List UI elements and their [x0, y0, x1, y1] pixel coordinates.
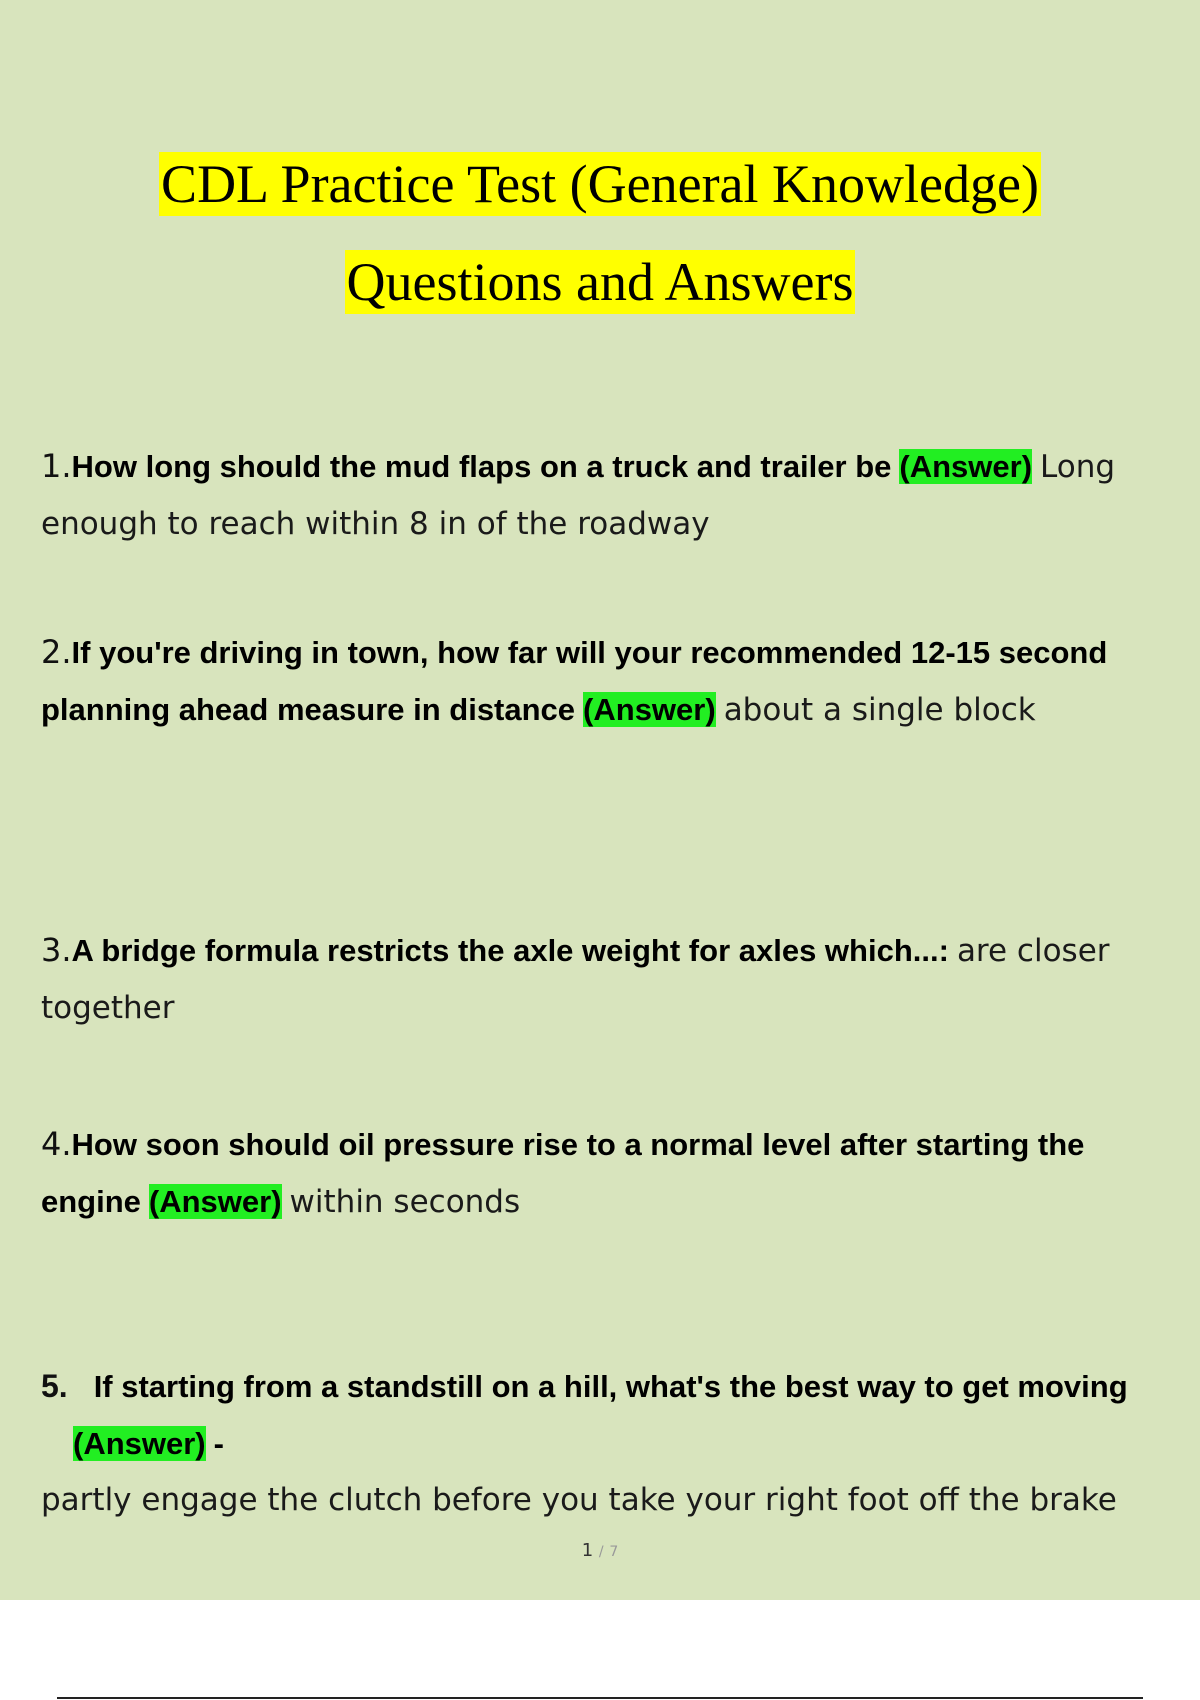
answer-text: Long enough to reach within 8 in of the roadway [41, 449, 1116, 542]
answer-text: within seconds [289, 1184, 521, 1220]
question-item-5 [41, 1358, 1181, 1528]
answer-tag: (Answer) [148, 1184, 282, 1219]
answer-text: partly engage the clutch before you take your right foot off the brake [41, 1482, 1117, 1518]
question-number: 4. [41, 1125, 72, 1163]
question-number: 3. [41, 931, 72, 969]
answer-text: about a single block [723, 692, 1036, 728]
current-page: 1 [581, 1540, 594, 1561]
question-number: 1. [41, 447, 72, 485]
question-number: 5. [41, 1368, 68, 1404]
answer-dash: - [213, 1426, 224, 1461]
page-separator: / [598, 1544, 604, 1560]
answer-tag: (Answer) [899, 449, 1033, 484]
page-indicator [0, 1540, 1200, 1561]
question-text: If you're driving in town, how far will your recommended 12-15 second planning ahead measure in distance [41, 635, 1108, 727]
answer-tag-line [41, 1415, 1181, 1472]
question-item-1 [41, 438, 1181, 552]
answer-tag: (Answer) [73, 1426, 206, 1461]
question-text: How long should the mud flaps on a truck and trailer be [71, 449, 892, 484]
answer-tag: (Answer) [583, 692, 716, 727]
document-title [0, 152, 1200, 314]
question-item-3 [41, 922, 1181, 1036]
title-line-2: Questions and Answers [346, 252, 854, 312]
page-divider [57, 1697, 1143, 1699]
question-item-2 [41, 624, 1181, 738]
question-item-4 [41, 1116, 1181, 1230]
title-line-1: CDL Practice Test (General Knowledge) [161, 154, 1039, 214]
question-number: 2. [41, 633, 72, 671]
question-text: If starting from a standstill on a hill, what's the best way to get moving [93, 1369, 1128, 1404]
question-line [41, 1358, 1181, 1415]
question-text: How soon should oil pressure rise to a normal level after starting the engine [41, 1127, 1085, 1219]
question-text: A bridge formula restricts the axle weight for axles which...: [71, 933, 949, 968]
total-pages: 7 [609, 1544, 619, 1560]
answer-text: are closer together [41, 933, 1110, 1026]
